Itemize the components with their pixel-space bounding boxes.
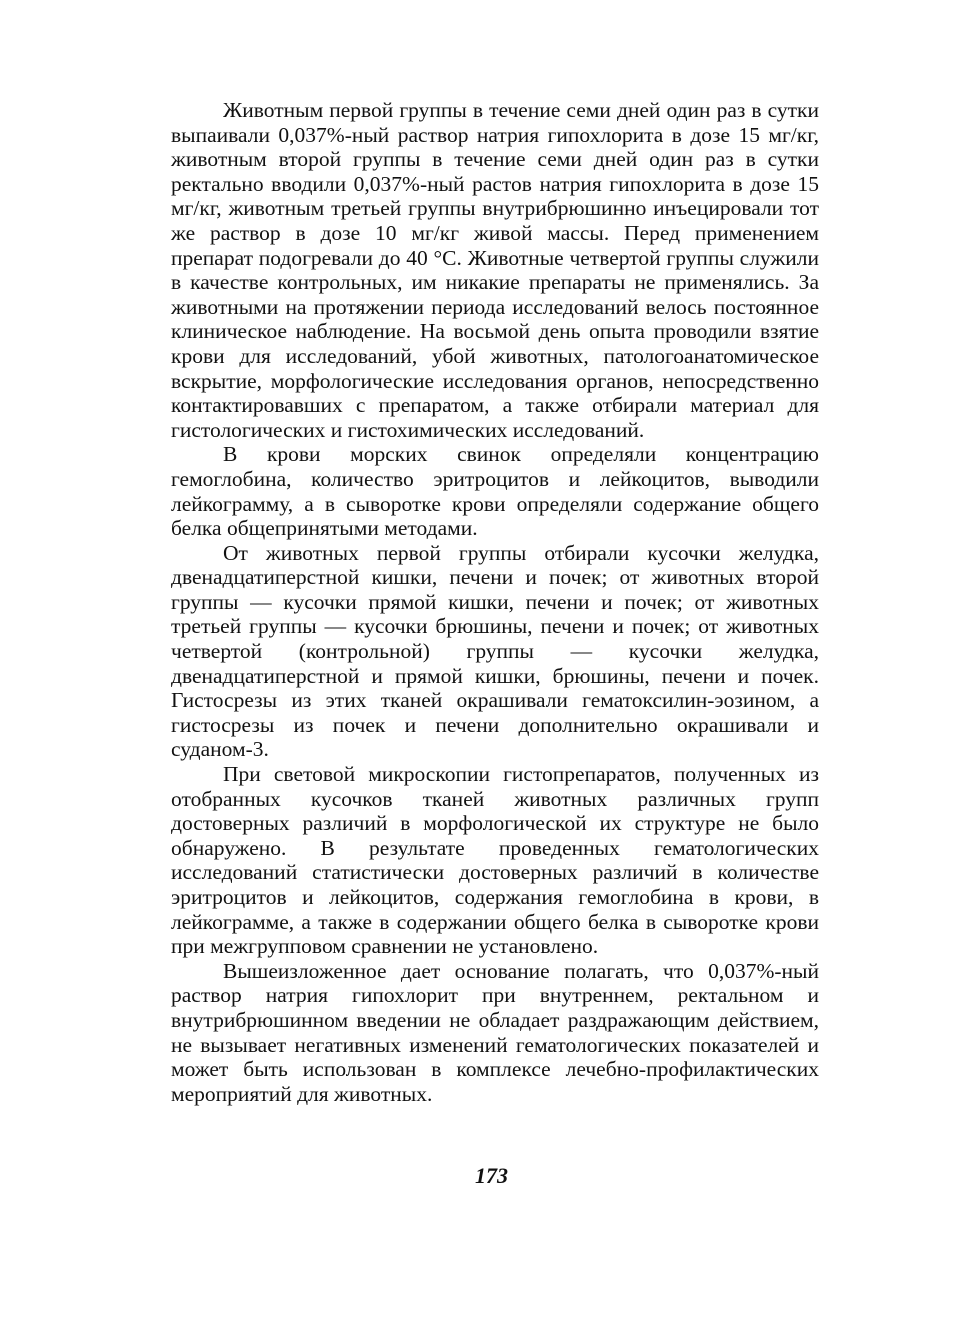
paragraph-conclusion: Вышеизложенное дает основание полагать, что 0,037%-ный раствор натрия гипохлорит при внутреннем, ректальном и внутрибрюшинном введении не обладает раздражающим действием, не вызывает негативных изменений гематологических показателей и может быть использован в комплексе лечебно-профилактических мероприятий для животных.	[171, 958, 819, 1106]
paragraph-tissue-samples: От животных первой группы отбирали кусочки желудка, двенадцатиперстной кишки, печени и почек; от животных второй группы — кусочки прямой кишки, печени и почек; от животных третьей группы — кусочки брюшины, печени и почек; от животных четвертой (контрольной) группы — кусочки желудка, двенадцатиперстной и прямой кишки, брюшины, печени и почек. Гистосрезы из этих тканей окрашивали гематоксилин-эозином, а гистосрезы из почек и печени дополнительно окрашивали и суданом-3.	[171, 540, 819, 762]
paragraph-blood-analysis: В крови морских свинок определяли концентрацию гемоглобина, количество эритроцитов и лейкоцитов, выводили лейкограмму, а в сыворотке крови определяли содержание общего белка общепринятыми методами.	[171, 442, 819, 541]
paragraph-experiment-groups: Животным первой группы в течение семи дней один раз в сутки выпаивали 0,037%-ный раствор натрия гипохлорита в дозе 15 мг/кг, животным второй группы в течение семи дней один раз в сутки ректально вводили 0,037%-ный растов натрия гипохлорита в дозе 15 мг/кг, животным третьей группы внутрибрюшинно инъецировали тот же раствор в дозе 10 мг/кг живой массы. Перед применением препарат подогревали до 40 °С. Животные четвертой группы служили в качестве контрольных, им никакие препараты не применялись. За животными на протяжении периода исследований велось постоянное клиническое наблюдение. На восьмой день опыта проводили взятие крови для исследований, убой животных, патологоанатомическое вскрытие, морфологические исследования органов, непосредственно контактировавших с препаратом, а также отбирали материал для гистологических и гистохимических исследований.	[171, 98, 819, 442]
body-text	[171, 98, 819, 1106]
paragraph-microscopy-results: При световой микроскопии гистопрепаратов, полученных из отобранных кусочков тканей животных различных групп достоверных различий в морфологической их структуре не было обнаружено. В результате проведенных гематологических исследований статистически достоверных различий в количестве эритроцитов и лейкоцитов, содержания гемоглобина в крови, в лейкограмме, а также в содержании общего белка в сыворотке крови при межгрупповом сравнении не установлено.	[171, 762, 819, 959]
page-number: 173	[475, 1163, 508, 1188]
